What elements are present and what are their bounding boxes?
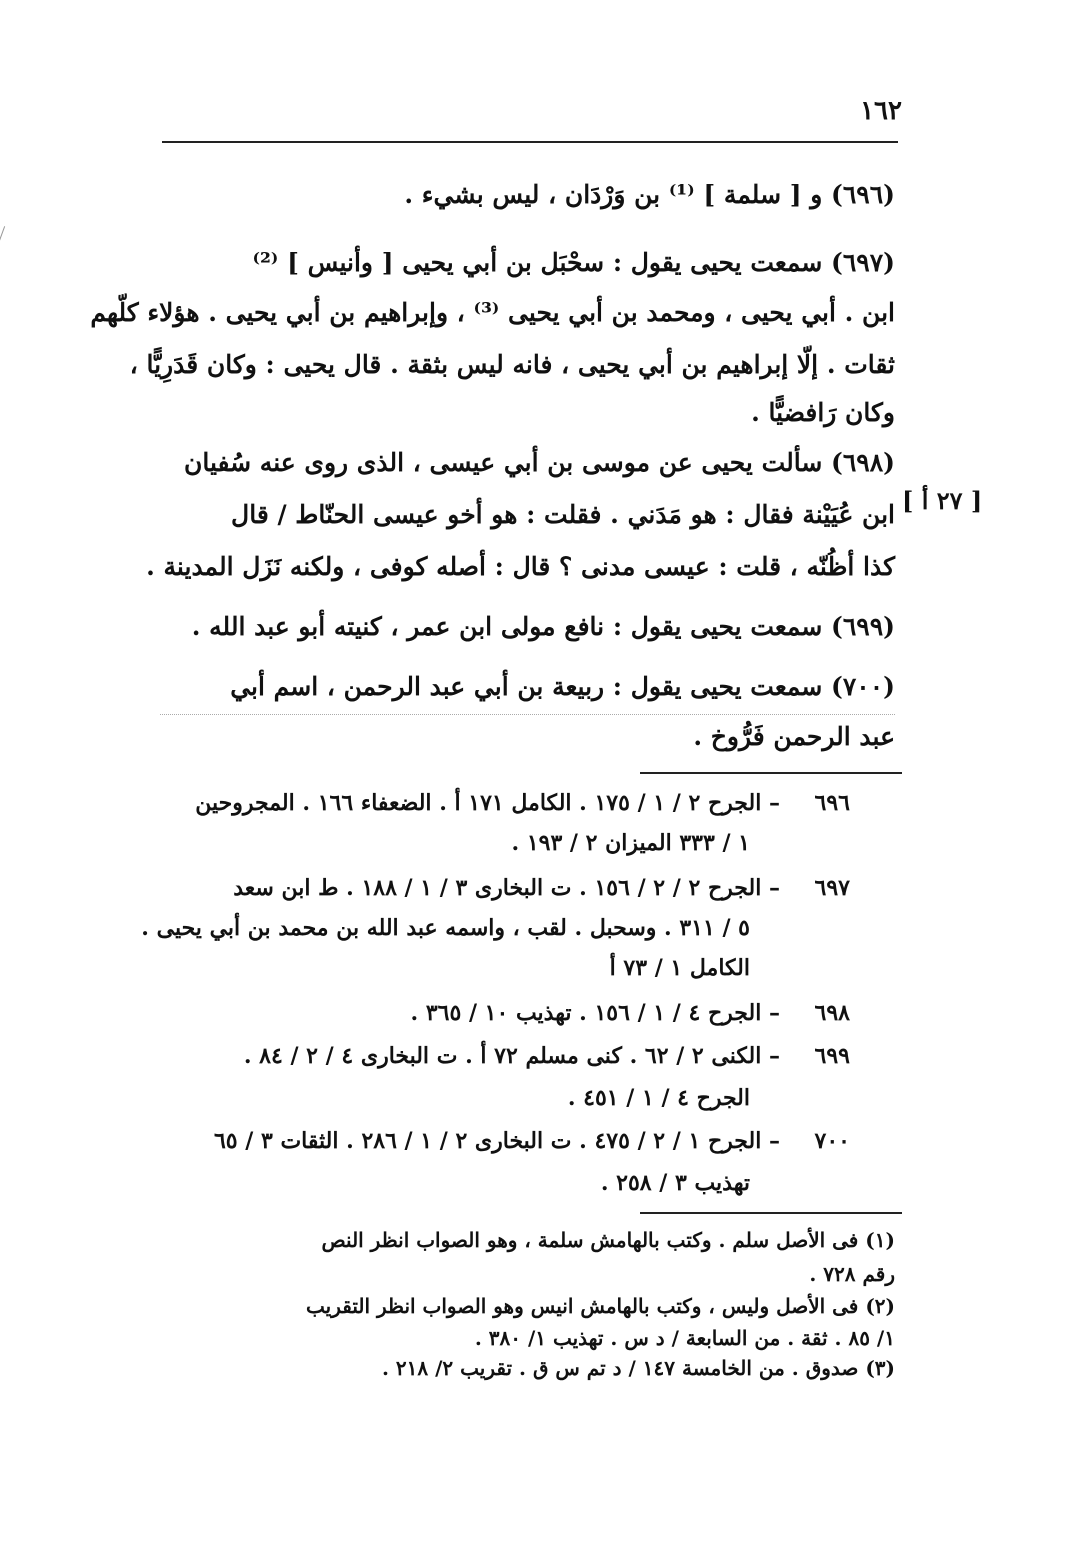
paragraph-697-line-1: (٦٩٧) سمعت يحيى يقول : سحْبَل بن أبي يحيى [ وأنيس ] ⁽²⁾ (252, 248, 895, 277)
margin-mark (0, 226, 18, 252)
page-number: ١٦٢ (860, 96, 902, 126)
dotted-separator (160, 714, 895, 715)
reference-line: – الجرح ١ / ٢ / ٤٧٥ . ت البخارى ٢ / ١ / ٢٨٦ . الثقات ٣ / ٦٥ (213, 1128, 780, 1154)
paragraph-697-line-3: ثقات . إلّا إبراهيم بن أبي يحيى ، فانه ليس بثقة . قال يحيى : وكان قَدَرِيًّا ، (129, 350, 895, 379)
footnotes-rule (640, 1212, 902, 1214)
paragraph-697-line-4: وكان رَافضيًّا . (751, 398, 895, 427)
paragraph-699: (٦٩٩) سمعت يحيى يقول : نافع مولى ابن عمر ، كنيته أبو عبد الله . (191, 612, 895, 641)
footnote-2-line-2: ١/ ٨٥ . ثقة . من السابعة / د س . تهذيب ١/ ٣٨٠ . (474, 1326, 895, 1350)
paragraph-697-line-2: ابن . أبي يحيى ، ومحمد بن أبي يحيى ⁽³⁾ ، وإبراهيم بن أبي يحيى . هؤلاء كلّهم (90, 298, 895, 327)
reference-line: – الكنى ٢ / ٦٢ . كنى مسلم ٧٢ أ . ت البخارى ٤ / ٢ / ٨٤ . (243, 1043, 780, 1069)
footnote-1-line-2: رقم ٧٢٨ . (809, 1262, 895, 1286)
paragraph-698-line-1: (٦٩٨) سألت يحيى عن موسى بن أبي عيسى ، الذى روى عنه سُفيان (183, 448, 895, 477)
reference-number: ٦٩٩ (814, 1043, 850, 1069)
paragraph-698-line-3: كذا أظُنّه ، قلت : عيسى مدنى ؟ قال : أصله كوفى ، ولكنه نَزَل المدينة . (146, 552, 895, 581)
reference-line: الكامل ١ / ٧٣ أ (609, 955, 750, 981)
header-rule (162, 141, 898, 143)
paragraph-698-line-2: ابن عُيَيْنة فقال : هو مَدَني . فقلت : هو أخو عيسى الحنّاط / قال (231, 500, 895, 529)
reference-number: ٦٩٧ (814, 875, 850, 901)
reference-line: – الجرح ٢ / ٢ / ١٥٦ . ت البخارى ٣ / ١ / ١٨٨ . ط ابن سعد (233, 875, 780, 901)
reference-line: ١ / ٣٣٣ الميزان ٢ / ١٩٣ . (511, 830, 750, 856)
footnote-1-line-1: (١) فى الأصل سلم . وكتب بالهامش سلمة ، وهو الصواب انظر النص (321, 1228, 895, 1252)
reference-number: ٧٠٠ (814, 1128, 850, 1154)
reference-line: ٥ / ٣١١ . وسحبل . لقب ، واسمه عبد الله بن محمد بن أبي يحيى . (141, 915, 750, 941)
reference-line: الجرح ٤ / ١ / ٤٥١ . (567, 1085, 750, 1111)
paragraph-700-line-1: (٧٠٠) سمعت يحيى يقول : ربيعة بن أبي عبد الرحمن ، اسم أبي (230, 672, 895, 701)
reference-number: ٦٩٦ (814, 790, 850, 816)
reference-line: – الجرح ٤ / ١ / ١٥٦ . تهذيب ١٠ / ٣٦٥ . (410, 1000, 780, 1026)
footnote-2-line-1: (٢) فى الأصل وليس ، وكتب بالهامش انيس وهو الصواب انظر التقريب (306, 1294, 895, 1318)
reference-line: تهذيب ٣ / ٢٥٨ . (600, 1170, 750, 1196)
reference-number: ٦٩٨ (814, 1000, 850, 1026)
footnote-3: (٣) صدوق . من الخامسة ١٤٧ / د تم س ق . تقريب ٢/ ٢١٨ . (381, 1356, 895, 1380)
paragraph-700-line-2: عبد الرحمن فَرُّوخ . (693, 722, 895, 751)
reference-line: – الجرح ٢ / ١ / ١٧٥ . الكامل ١٧١ أ . الضعفاء ١٦٦ . المجروحين (195, 790, 780, 816)
paragraph-696: (٦٩٦) و [ سلمة ] ⁽¹⁾ بن وَرْدَان ، ليس بشيء . (404, 180, 895, 209)
references-rule (640, 772, 902, 774)
margin-folio-note: [ ٢٧ أ ] (902, 486, 983, 515)
